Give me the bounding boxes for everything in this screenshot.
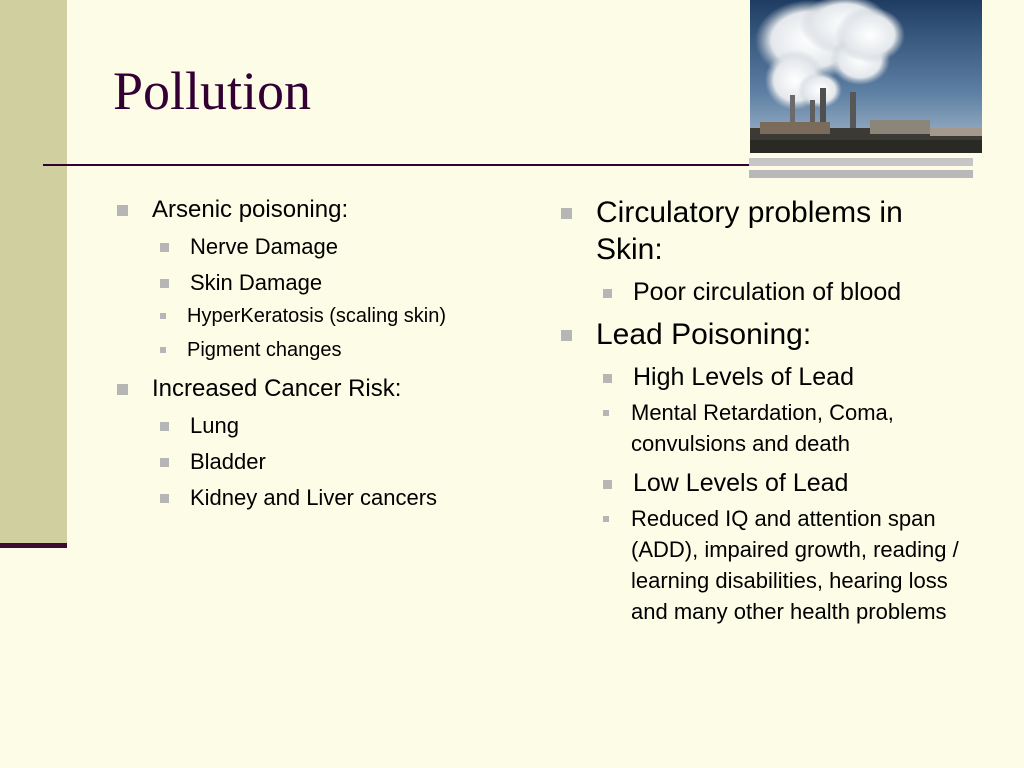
square-bullet-icon (603, 516, 609, 522)
bullet-hyperkeratosis (160, 301, 510, 331)
square-bullet-icon (160, 458, 169, 467)
square-bullet-icon (117, 205, 128, 216)
bullet-arsenic-poisoning (115, 194, 510, 225)
bullet-lead-poisoning (558, 316, 968, 353)
bullet-text: Skin Damage (190, 270, 323, 295)
title-accent-bar (749, 158, 973, 166)
bullet-text: Mental Retardation, Coma, convulsions and death (631, 400, 894, 456)
bullet-low-levels-of-lead (603, 468, 968, 499)
square-bullet-icon (160, 494, 169, 503)
bullet-text: Reduced IQ and attention span (ADD), impaired growth, reading / learning disabilities, hearing loss and many other health problems (631, 506, 959, 624)
square-bullet-icon (603, 374, 612, 383)
square-bullet-icon (603, 480, 612, 489)
bullet-pigment-changes (160, 335, 510, 365)
left-column (115, 186, 510, 512)
bullet-skin-damage (160, 268, 510, 297)
bullet-text: Circulatory problems in Skin: (596, 196, 903, 266)
bullet-text: Low Levels of Lead (633, 469, 849, 497)
bullet-text: High Levels of Lead (633, 363, 854, 391)
bullet-text: Poor circulation of blood (633, 278, 902, 306)
factory-smokestacks-image (750, 0, 982, 153)
bullet-text: Kidney and Liver cancers (190, 485, 438, 510)
square-bullet-icon (160, 243, 169, 252)
bullet-text: Lung (190, 413, 239, 438)
bullet-text: Nerve Damage (190, 234, 338, 259)
square-bullet-icon (561, 330, 572, 341)
title-accent-bar-lower (749, 170, 973, 178)
square-bullet-icon (160, 313, 166, 319)
square-bullet-icon (561, 208, 572, 219)
bullet-circulatory-problems (558, 194, 968, 268)
slide-title: Pollution (113, 61, 312, 121)
bullet-text: Pigment changes (187, 339, 342, 361)
bullet-text: Increased Cancer Risk: (152, 375, 402, 402)
bullet-text: Bladder (190, 449, 266, 474)
bullet-low-lead-effects (603, 503, 968, 627)
bullet-text: Arsenic poisoning: (152, 196, 349, 223)
right-column (558, 186, 968, 627)
square-bullet-icon (603, 289, 612, 298)
bullet-text: Lead Poisoning: (596, 318, 812, 351)
bullet-bladder (160, 447, 510, 476)
side-band (0, 0, 67, 545)
square-bullet-icon (603, 410, 609, 416)
bullet-kidney-liver (160, 483, 510, 512)
factory-smokestacks-photo (750, 0, 982, 153)
square-bullet-icon (160, 347, 166, 353)
bullet-poor-circulation (603, 277, 968, 308)
square-bullet-icon (117, 384, 128, 395)
square-bullet-icon (160, 422, 169, 431)
bullet-lung (160, 411, 510, 440)
bullet-high-levels-of-lead (603, 362, 968, 393)
bullet-nerve-damage (160, 232, 510, 261)
bullet-increased-cancer-risk (115, 373, 510, 404)
bullet-high-lead-effects (603, 397, 968, 459)
side-band-accent (0, 543, 67, 548)
square-bullet-icon (160, 279, 169, 288)
bullet-text: HyperKeratosis (scaling skin) (187, 305, 446, 327)
